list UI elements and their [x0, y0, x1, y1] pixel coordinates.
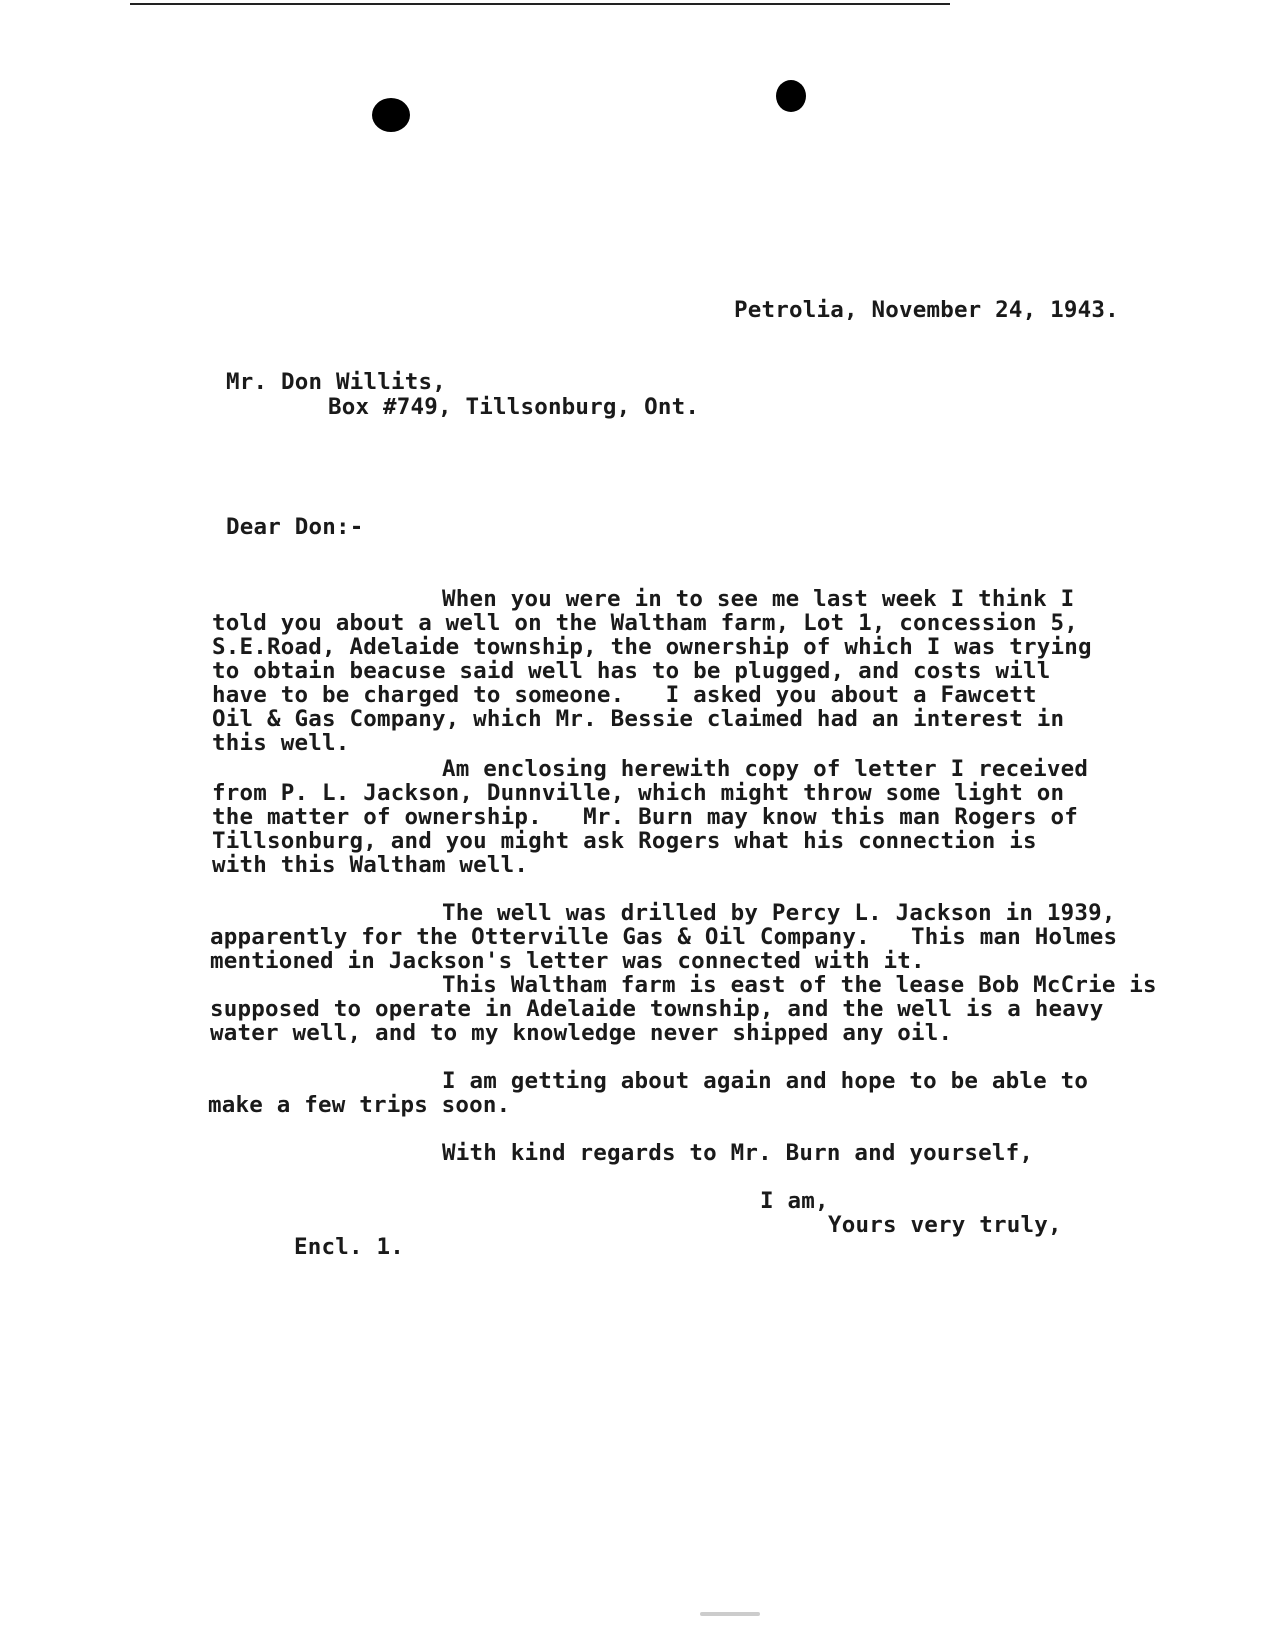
body-line: have to be charged to someone. I asked you about a Fawcett — [212, 682, 1037, 708]
body-line: make a few trips soon. — [208, 1092, 511, 1118]
body-line: I am getting about again and hope to be able to — [442, 1068, 1089, 1094]
body-line: mentioned in Jackson's letter was connected with it. — [210, 948, 925, 974]
body-line: from P. L. Jackson, Dunnville, which might throw some light on — [212, 780, 1065, 806]
scan-smudge — [700, 1612, 760, 1616]
body-line: supposed to operate in Adelaide township, and the well is a heavy — [210, 996, 1104, 1022]
salutation: Dear Don:- — [226, 514, 364, 540]
recipient-name: Mr. Don Willits, — [226, 369, 446, 395]
body-line: Oil & Gas Company, which Mr. Bessie claimed had an interest in — [212, 706, 1065, 732]
enclosure-note: Encl. 1. — [294, 1234, 404, 1260]
body-line: apparently for the Otterville Gas & Oil Company. This man Holmes — [210, 924, 1118, 950]
dateline: Petrolia, November 24, 1943. — [734, 297, 1119, 323]
recipient-address: Box #749, Tillsonburg, Ont. — [328, 394, 700, 420]
body-line: When you were in to see me last week I think I — [442, 586, 1075, 612]
body-line: the matter of ownership. Mr. Burn may know this man Rogers of — [212, 804, 1079, 830]
body-line: Am enclosing herewith copy of letter I received — [442, 756, 1089, 782]
body-line: S.E.Road, Adelaide township, the ownership of which I was trying — [212, 634, 1092, 660]
top-edge-mark — [130, 3, 950, 5]
punch-hole-right — [776, 80, 806, 112]
body-line: this well. — [212, 730, 350, 756]
body-line: with this Waltham well. — [212, 852, 529, 878]
body-line: Tillsonburg, and you might ask Rogers what his connection is — [212, 828, 1037, 854]
body-line: water well, and to my knowledge never shipped any oil. — [210, 1020, 953, 1046]
body-line: The well was drilled by Percy L. Jackson in 1939, — [442, 900, 1116, 926]
body-line: This Waltham farm is east of the lease Bob McCrie is — [442, 972, 1157, 998]
closing-signoff: Yours very truly, — [828, 1212, 1062, 1238]
body-line: told you about a well on the Waltham farm, Lot 1, concession 5, — [212, 610, 1079, 636]
regards: With kind regards to Mr. Burn and yourself, — [442, 1140, 1034, 1166]
body-line: to obtain beacuse said well has to be plugged, and costs will — [212, 658, 1051, 684]
punch-hole-left — [372, 98, 410, 132]
closing-i-am: I am, — [760, 1188, 829, 1214]
